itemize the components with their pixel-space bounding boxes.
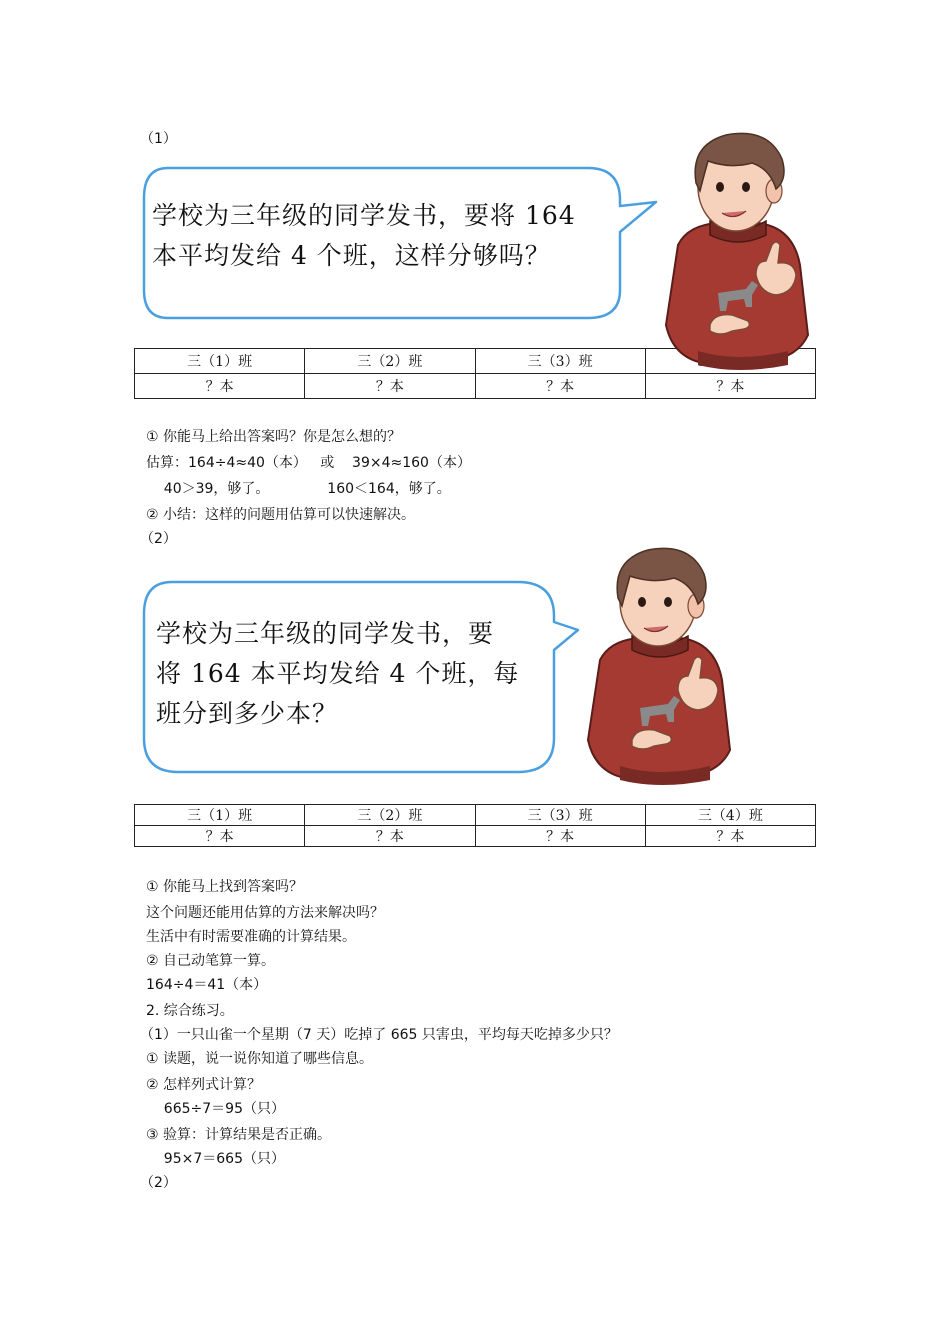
table1-cell-3: ？本: [475, 374, 645, 399]
s2-line3: 生活中有时需要准确的计算结果。: [146, 929, 356, 945]
s2-question1: ① 你能马上找到答案吗？: [146, 879, 304, 895]
table1-header-3: 三（3）班: [475, 349, 645, 374]
table1-cell-1: ？本: [135, 374, 305, 399]
class-table-2: [134, 804, 816, 847]
practice-step2: ② 怎样列式计算？: [146, 1077, 262, 1093]
section1-number: （1）: [140, 131, 177, 147]
table2-header-1: 三（1）班: [135, 805, 305, 826]
boy-illustration-1: [648, 125, 818, 375]
practice-problem2: （2）: [140, 1175, 177, 1191]
table1-header-2: 三（2）班: [305, 349, 475, 374]
table2-cell-1: ？本: [135, 826, 305, 847]
s1-question2: ② 小结：这样的问题用估算可以快速解决。: [146, 507, 415, 523]
practice-problem1: （1）一只山雀一个星期（7 天）吃掉了 665 只害虫，平均每天吃掉多少只？: [140, 1027, 618, 1043]
table1-cell-2: ？本: [305, 374, 475, 399]
boy-illustration-2: [570, 540, 740, 790]
practice-step1: ① 读题，说一说你知道了哪些信息。: [146, 1051, 374, 1067]
practice-step3: ③ 验算：计算结果是否正确。: [146, 1127, 332, 1143]
table2-cell-2: ？本: [305, 826, 475, 847]
practice-step3-calc: 95×7＝665（只）: [146, 1151, 285, 1167]
s1-estimate-result: 40＞39，够了。 160＜164，够了。: [146, 481, 451, 497]
bubble1-line1: 学校为三年级的同学发书，要将 164: [152, 201, 576, 230]
table2-cell-3: ？本: [475, 826, 645, 847]
practice-step2-calc: 665÷7＝95（只）: [146, 1101, 285, 1117]
bubble2-line2: 将 164 本平均发给 4 个班，每: [156, 659, 520, 688]
practice-title: 2. 综合练习。: [146, 1003, 234, 1019]
s1-estimate: 估算：164÷4≈40（本） 或 39×4≈160（本）: [146, 455, 471, 471]
bubble2-line1: 学校为三年级的同学发书，要: [156, 619, 495, 648]
section2-number: （2）: [140, 531, 177, 547]
s1-question1: ① 你能马上给出答案吗？你是怎么想的？: [146, 429, 401, 445]
table1-header-1: 三（1）班: [135, 349, 305, 374]
s2-line2: 这个问题还能用估算的方法来解决吗？: [146, 905, 384, 921]
table2-header-2: 三（2）班: [305, 805, 475, 826]
table2-header-4: 三（4）班: [645, 805, 815, 826]
table1-cell-4: ？本: [645, 374, 815, 399]
s2-calc: 164÷4＝41（本）: [146, 977, 268, 993]
s2-question2: ② 自己动笔算一算。: [146, 953, 276, 969]
bubble2-line3: 班分到多少本？: [156, 699, 339, 728]
table2-header-3: 三（3）班: [475, 805, 645, 826]
table2-cell-4: ？本: [645, 826, 815, 847]
bubble1-line2: 本平均发给 4 个班，这样分够吗？: [152, 241, 551, 270]
